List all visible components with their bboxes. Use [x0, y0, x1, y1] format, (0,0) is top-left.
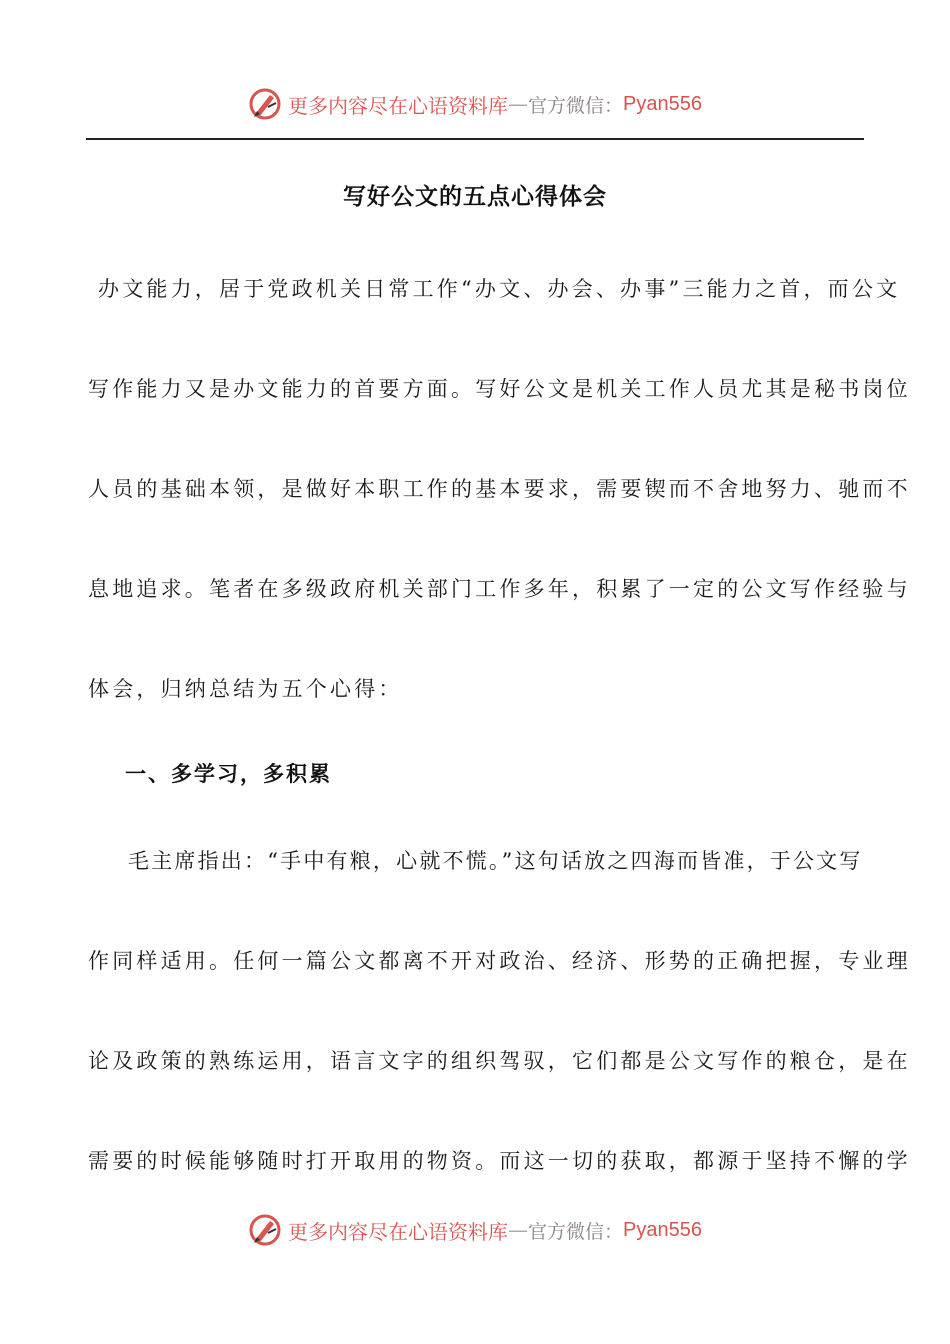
paragraph-line: 作同样适用。任何一篇公文都离不开对政治、经济、形势的正确把握，专业理: [88, 949, 911, 973]
paragraph-line: 写作能力又是办文能力的首要方面。写好公文是机关工作人员尤其是秘书岗位: [88, 377, 911, 401]
header-banner: [0, 82, 950, 126]
document-title: 写好公文的五点心得体会: [343, 183, 607, 210]
paragraph-line: 毛主席指出：“手中有粮，心就不慌。”这句话放之四海而皆准，于公文写: [128, 849, 863, 873]
banner-separator: —: [508, 1218, 528, 1242]
pen-circle-logo-icon: [248, 1213, 282, 1247]
paragraph-line: 体会，归纳总结为五个心得：: [88, 677, 403, 701]
banner-wechat-label: 官方微信：: [528, 94, 624, 117]
header-divider: [86, 138, 864, 140]
paragraph-line: 办文能力，居于党政机关日常工作“办文、办会、办事”三能力之首，而公文: [98, 277, 901, 301]
banner-wechat-id: Pyan556: [623, 92, 702, 115]
banner-brand-text: 更多内容尽在心语资料库: [288, 93, 508, 118]
paragraph-line: 人员的基础本领，是做好本职工作的基本要求，需要锲而不舍地努力、驰而不: [88, 477, 911, 501]
footer-banner: [0, 1208, 950, 1252]
banner-separator: —: [508, 92, 528, 116]
section-heading: 一、多学习，多积累: [125, 761, 332, 786]
paragraph-line: 息地追求。笔者在多级政府机关部门工作多年，积累了一定的公文写作经验与: [88, 577, 911, 601]
banner-wechat-label: 官方微信：: [528, 1220, 624, 1243]
pen-circle-logo-icon: [248, 87, 282, 121]
paragraph-line: 论及政策的熟练运用，语言文字的组织驾驭，它们都是公文写作的粮仓，是在: [88, 1049, 911, 1073]
banner-brand-text: 更多内容尽在心语资料库: [288, 1219, 508, 1244]
paragraph-line: 需要的时候能够随时打开取用的物资。而这一切的获取，都源于坚持不懈的学: [88, 1149, 911, 1173]
banner-wechat-id: Pyan556: [623, 1218, 702, 1241]
